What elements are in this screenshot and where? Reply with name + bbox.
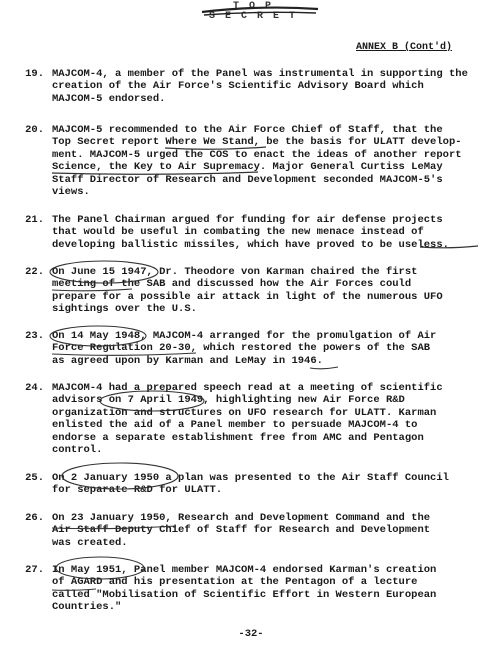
paragraph-text: MAJCOM-5 recommended to the Air Force Chief of Staff, that the Top Secret report Where We Stand, be the basis for ULATT develop- ment. MAJCOM-5 urged the COS to enact the ideas of another report Science, the Key to Air Supremacy. Major General Curtiss LeMay Staff Director of Research and Development seconded MAJCOM-5's views. (52, 124, 462, 199)
paragraph-text: On June 15 1947, Dr. Theodore von Karman chaired the first meeting of the SAB and discussed how the Air Forces could prepare for a possible air attack in light of the numerous UFO sightings over the U.S. (52, 266, 443, 316)
classification-line-1: T O P (232, 1, 273, 12)
paragraph-number: 20. (25, 124, 44, 136)
paragraph-text: On 2 January 1950 a plan was presented to the Air Staff Council for separate R&D for ULATT. (52, 472, 449, 497)
paragraph-number: 25. (25, 472, 44, 484)
paragraph-number: 22. (25, 266, 44, 278)
paragraph-number: 24. (25, 382, 44, 394)
paragraph-text: On 14 May 1948, MAJCOM-4 arranged for the promulgation of Air Force Regulation 20-30, which restored the powers of the SAB as agreed upon by Karman and LeMay in 1946. (52, 330, 437, 367)
classification-strikethrough (200, 3, 320, 21)
paragraph-text: The Panel Chairman argued for funding for air defense projects that would be useful in combating the new menace instead of developing ballistic missiles, which have proved to be useless. (52, 214, 449, 251)
paragraph-number: 27. (25, 564, 44, 576)
paragraph-text: MAJCOM-4, a member of the Panel was instrumental in supporting the creation of the Air Force's Scientific Advisory Board which MAJCOM-5 endorsed. (52, 68, 468, 105)
classification-line-2: S E C R E T (208, 11, 297, 22)
paragraph-number: 19. (25, 68, 44, 80)
paragraph-text: In May 1951, Panel member MAJCOM-4 endorsed Karman's creation of AGARD and his presentation at the Pentagon of a lecture called "Mobilisation of Scientific Effort in Western European Countries." (52, 564, 437, 614)
paragraph-number: 23. (25, 330, 44, 342)
paragraph-text: On 23 January 1950, Research and Development Command and the Air Staff Deputy Chief of Staff for Research and Development was created. (52, 512, 431, 549)
underline-1946 (310, 367, 338, 369)
paragraph-number: 26. (25, 512, 44, 524)
paragraph-number: 21. (25, 214, 44, 226)
annex-heading: ANNEX B (Cont'd) (356, 42, 453, 53)
page-number: -32- (238, 628, 264, 640)
paragraph-text: MAJCOM-4 had a prepared speech read at a meeting of scientific advisors on 7 April 1949, highlighting new Air Force R&D organization and structures on UFO research for ULATT. Karman enlisted the aid of a Panel member to persuade MAJCOM-4 to endorse a separate establishment free from AMC and Pentagon control. (52, 382, 443, 457)
